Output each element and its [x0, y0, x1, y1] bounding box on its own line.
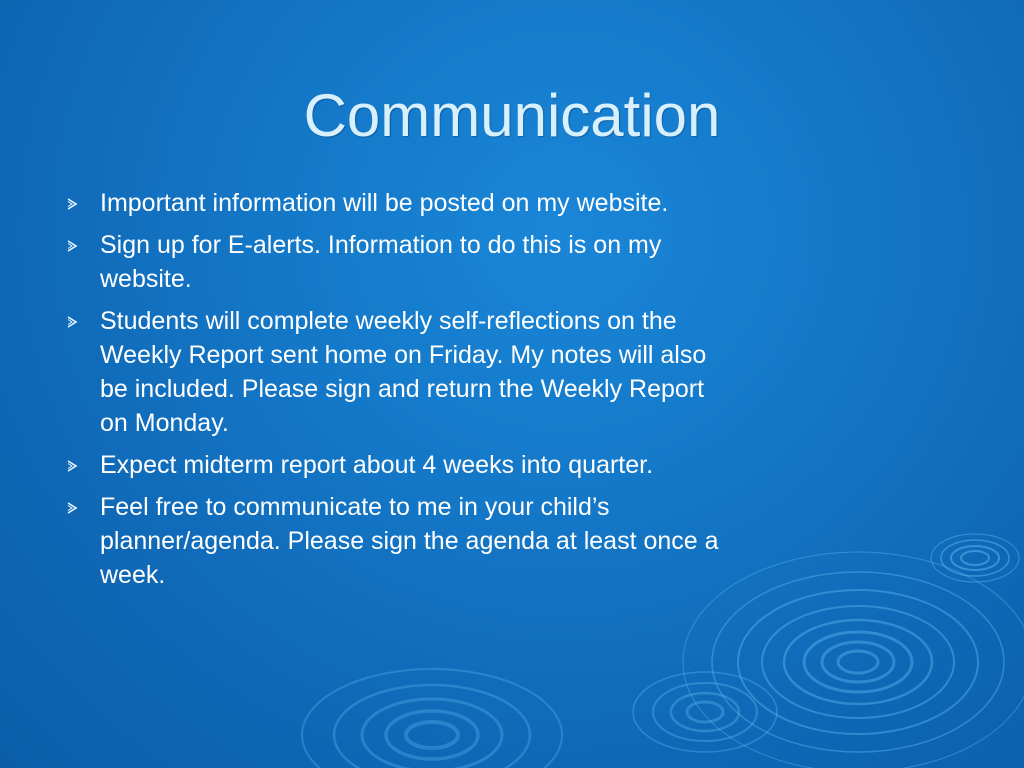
slide-title: Communication	[303, 82, 721, 149]
list-item	[62, 448, 732, 482]
bullet-text: Students will complete weekly self-reflections on the Weekly Report sent home on Friday. My notes will also be included. Please sign and return the Weekly Report on Monday.	[100, 307, 707, 437]
list-item	[62, 304, 732, 440]
list-item	[62, 186, 732, 220]
arrow-right-icon	[66, 460, 78, 472]
arrow-right-icon	[66, 240, 78, 252]
bullet-text: Expect midterm report about 4 weeks into quarter.	[100, 451, 654, 479]
arrow-right-icon	[66, 198, 78, 210]
bullet-text: Sign up for E-alerts. Information to do this is on my website.	[100, 231, 662, 293]
arrow-right-icon	[66, 502, 78, 514]
bullet-text: Feel free to communicate to me in your child’s planner/agenda. Please sign the agenda at least once a week.	[100, 493, 719, 589]
list-item	[62, 490, 732, 592]
list-item	[62, 228, 732, 296]
arrow-right-icon	[66, 316, 78, 328]
bullet-list	[62, 186, 732, 600]
bullet-text: Important information will be posted on my website.	[100, 189, 669, 217]
